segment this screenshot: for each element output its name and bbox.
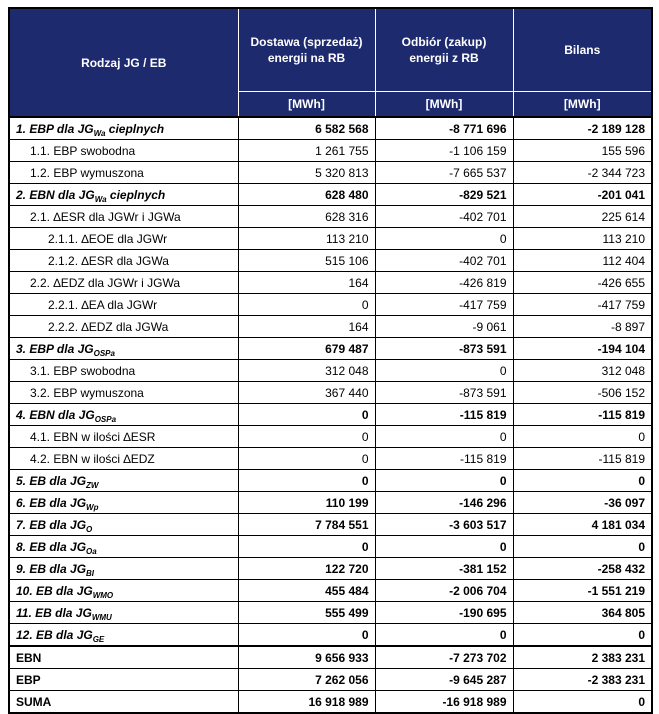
supply-cell: 7 784 551 bbox=[238, 514, 375, 536]
table-row bbox=[9, 162, 652, 184]
row-label: 4.1. EBN w ilości ∆ESR bbox=[9, 426, 238, 448]
supply-cell: 113 210 bbox=[238, 228, 375, 250]
row-label: 7. EB dla $JG_O$ bbox=[9, 514, 238, 536]
balance-cell: 0 bbox=[513, 426, 652, 448]
balance-cell: 4 181 034 bbox=[513, 514, 652, 536]
balance-cell: 312 048 bbox=[513, 360, 652, 382]
row-label: 10. EB dla $JG_{WMO}$ bbox=[9, 580, 238, 602]
purchase-cell: 0 bbox=[375, 536, 513, 558]
unit-supply: [MWh] bbox=[238, 92, 375, 118]
supply-cell: 555 499 bbox=[238, 602, 375, 624]
balance-cell: -36 097 bbox=[513, 492, 652, 514]
purchase-cell: -381 152 bbox=[375, 558, 513, 580]
purchase-cell: -9 061 bbox=[375, 316, 513, 338]
table-row bbox=[9, 206, 652, 228]
row-label: 3.2. EBP wymuszona bbox=[9, 382, 238, 404]
balance-cell: -506 152 bbox=[513, 382, 652, 404]
row-label: 11. EB dla $JG_{WMU}$ bbox=[9, 602, 238, 624]
purchase-cell: -7 273 702 bbox=[375, 646, 513, 669]
row-label: 1.2. EBP wymuszona bbox=[9, 162, 238, 184]
supply-cell: 0 bbox=[238, 404, 375, 426]
row-label: EBN bbox=[9, 646, 238, 669]
balance-cell: -258 432 bbox=[513, 558, 652, 580]
row-label: 1.1. EBP swobodna bbox=[9, 140, 238, 162]
purchase-cell: -402 701 bbox=[375, 206, 513, 228]
supply-cell: 367 440 bbox=[238, 382, 375, 404]
unit-purchase: [MWh] bbox=[375, 92, 513, 118]
balance-cell: 364 805 bbox=[513, 602, 652, 624]
table-row bbox=[9, 382, 652, 404]
balance-cell: -201 041 bbox=[513, 184, 652, 206]
balance-cell: 2 383 231 bbox=[513, 646, 652, 669]
supply-cell: 628 480 bbox=[238, 184, 375, 206]
purchase-cell: 0 bbox=[375, 470, 513, 492]
header-row bbox=[9, 8, 652, 92]
balance-cell: 0 bbox=[513, 536, 652, 558]
balance-cell: 113 210 bbox=[513, 228, 652, 250]
header-supply: Dostawa (sprzedaż) energii na RB bbox=[238, 8, 375, 92]
balance-cell: -2 189 128 bbox=[513, 117, 652, 140]
supply-cell: 679 487 bbox=[238, 338, 375, 360]
row-label: 2.2. ∆EDZ dla JGWr i JGWa bbox=[9, 272, 238, 294]
table-row bbox=[9, 404, 652, 426]
row-label: 2.2.1. ∆EA dla JGWr bbox=[9, 294, 238, 316]
row-label: 2.1.1. ∆EOE dla JGWr bbox=[9, 228, 238, 250]
supply-cell: 164 bbox=[238, 316, 375, 338]
supply-cell: 0 bbox=[238, 426, 375, 448]
balance-cell: -426 655 bbox=[513, 272, 652, 294]
table-row bbox=[9, 250, 652, 272]
table-row bbox=[9, 536, 652, 558]
table-row bbox=[9, 294, 652, 316]
row-label: 2.1.2. ∆ESR dla JGWa bbox=[9, 250, 238, 272]
supply-cell: 122 720 bbox=[238, 558, 375, 580]
balance-cell: 112 404 bbox=[513, 250, 652, 272]
row-label: 9. EB dla $JG_{BI}$ bbox=[9, 558, 238, 580]
purchase-cell: -426 819 bbox=[375, 272, 513, 294]
purchase-cell: 0 bbox=[375, 624, 513, 647]
supply-cell: 7 262 056 bbox=[238, 669, 375, 691]
row-label: 2.1. ∆ESR dla JGWr i JGWa bbox=[9, 206, 238, 228]
table-row bbox=[9, 184, 652, 206]
balance-cell: -1 551 219 bbox=[513, 580, 652, 602]
row-label: 2. EBN dla $JG_{Wa}$ cieplnych bbox=[9, 184, 238, 206]
table-row bbox=[9, 470, 652, 492]
energy-balance-table-container bbox=[8, 7, 653, 714]
energy-balance-table bbox=[8, 7, 653, 714]
purchase-cell: -7 665 537 bbox=[375, 162, 513, 184]
table-row bbox=[9, 602, 652, 624]
table-row bbox=[9, 426, 652, 448]
table-row bbox=[9, 228, 652, 250]
purchase-cell: -417 759 bbox=[375, 294, 513, 316]
row-label: 4. EBN dla $JG_{OSPa}$ bbox=[9, 404, 238, 426]
purchase-cell: -829 521 bbox=[375, 184, 513, 206]
purchase-cell: 0 bbox=[375, 360, 513, 382]
balance-cell: -417 759 bbox=[513, 294, 652, 316]
supply-cell: 628 316 bbox=[238, 206, 375, 228]
unit-balance: [MWh] bbox=[513, 92, 652, 118]
table-row bbox=[9, 140, 652, 162]
purchase-cell: -3 603 517 bbox=[375, 514, 513, 536]
purchase-cell: -115 819 bbox=[375, 404, 513, 426]
balance-cell: -115 819 bbox=[513, 404, 652, 426]
table-row bbox=[9, 580, 652, 602]
table-row bbox=[9, 448, 652, 470]
purchase-cell: -873 591 bbox=[375, 338, 513, 360]
row-label: 4.2. EBN w ilości ∆EDZ bbox=[9, 448, 238, 470]
row-label: 6. EB dla $JG_{Wp}$ bbox=[9, 492, 238, 514]
purchase-cell: -402 701 bbox=[375, 250, 513, 272]
supply-cell: 9 656 933 bbox=[238, 646, 375, 669]
purchase-cell: 0 bbox=[375, 228, 513, 250]
supply-cell: 0 bbox=[238, 624, 375, 647]
supply-cell: 1 261 755 bbox=[238, 140, 375, 162]
purchase-cell: -16 918 989 bbox=[375, 691, 513, 714]
supply-cell: 164 bbox=[238, 272, 375, 294]
table-row bbox=[9, 117, 652, 140]
balance-cell: 0 bbox=[513, 691, 652, 714]
header-balance: Bilans bbox=[513, 8, 652, 92]
supply-cell: 0 bbox=[238, 294, 375, 316]
purchase-cell: -146 296 bbox=[375, 492, 513, 514]
table-row bbox=[9, 360, 652, 382]
table-row bbox=[9, 558, 652, 580]
balance-cell: 0 bbox=[513, 470, 652, 492]
balance-cell: -8 897 bbox=[513, 316, 652, 338]
supply-cell: 455 484 bbox=[238, 580, 375, 602]
table-row bbox=[9, 316, 652, 338]
balance-cell: -194 104 bbox=[513, 338, 652, 360]
purchase-cell: 0 bbox=[375, 426, 513, 448]
purchase-cell: -190 695 bbox=[375, 602, 513, 624]
balance-cell: -2 344 723 bbox=[513, 162, 652, 184]
table-row bbox=[9, 492, 652, 514]
row-label: 1. EBP dla $JG_{Wa}$ cieplnych bbox=[9, 117, 238, 140]
purchase-cell: -115 819 bbox=[375, 448, 513, 470]
purchase-cell: -8 771 696 bbox=[375, 117, 513, 140]
supply-cell: 110 199 bbox=[238, 492, 375, 514]
table-row bbox=[9, 514, 652, 536]
purchase-cell: -2 006 704 bbox=[375, 580, 513, 602]
row-label: 12. EB dla $JG_{GE}$ bbox=[9, 624, 238, 647]
row-label: 3.1. EBP swobodna bbox=[9, 360, 238, 382]
row-label: EBP bbox=[9, 669, 238, 691]
supply-cell: 6 582 568 bbox=[238, 117, 375, 140]
purchase-cell: -873 591 bbox=[375, 382, 513, 404]
purchase-cell: -9 645 287 bbox=[375, 669, 513, 691]
summary-row-total bbox=[9, 691, 652, 714]
supply-cell: 312 048 bbox=[238, 360, 375, 382]
summary-row-ebn bbox=[9, 646, 652, 669]
balance-cell: -2 383 231 bbox=[513, 669, 652, 691]
supply-cell: 16 918 989 bbox=[238, 691, 375, 714]
table-row bbox=[9, 272, 652, 294]
balance-cell: 0 bbox=[513, 624, 652, 647]
balance-cell: 225 614 bbox=[513, 206, 652, 228]
supply-cell: 5 320 813 bbox=[238, 162, 375, 184]
balance-cell: -115 819 bbox=[513, 448, 652, 470]
supply-cell: 0 bbox=[238, 536, 375, 558]
row-label: 2.2.2. ∆EDZ dla JGWa bbox=[9, 316, 238, 338]
row-label: 8. EB dla $JG_{Oa}$ bbox=[9, 536, 238, 558]
row-label: 5. EB dla $JG_{ZW}$ bbox=[9, 470, 238, 492]
row-label: SUMA bbox=[9, 691, 238, 714]
table-row bbox=[9, 624, 652, 647]
row-label: 3. EBP dla $JG_{OSPa}$ bbox=[9, 338, 238, 360]
balance-cell: 155 596 bbox=[513, 140, 652, 162]
summary-row-ebp bbox=[9, 669, 652, 691]
table-row bbox=[9, 338, 652, 360]
purchase-cell: -1 106 159 bbox=[375, 140, 513, 162]
supply-cell: 515 106 bbox=[238, 250, 375, 272]
header-type: Rodzaj JG / EB bbox=[9, 8, 238, 117]
supply-cell: 0 bbox=[238, 448, 375, 470]
header-purchase: Odbiór (zakup) energii z RB bbox=[375, 8, 513, 92]
supply-cell: 0 bbox=[238, 470, 375, 492]
